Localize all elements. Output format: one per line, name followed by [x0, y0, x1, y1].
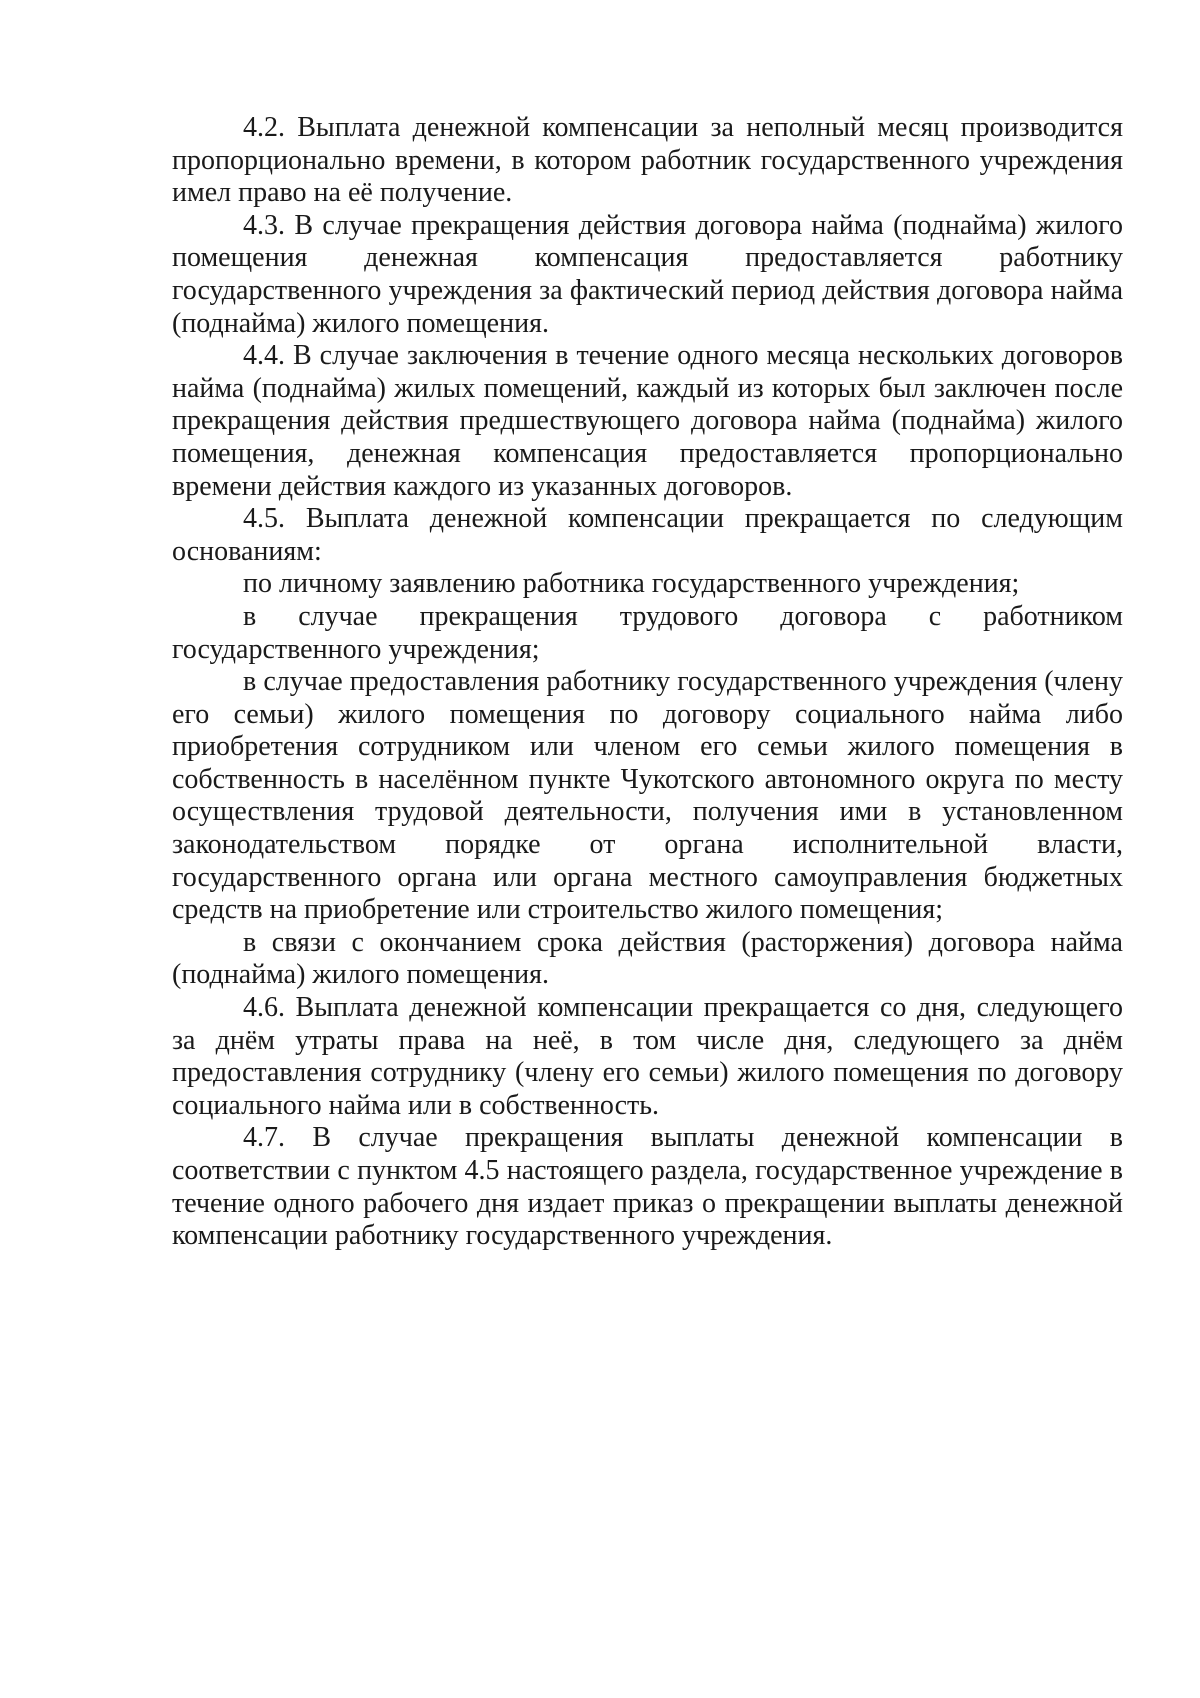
list-item-contract-termination: в случае прекращения трудового договора с работником государственного учреждения;	[172, 600, 1123, 665]
paragraph-4-7: 4.7. В случае прекращения выплаты денежной компенсации в соответствии с пунктом 4.5 настоящего раздела, государственное учреждение в течение одного рабочего дня издает приказ о прекращении выплаты денежной компенсации работнику государственного учреждения.	[172, 1122, 1123, 1252]
document-body	[172, 112, 1123, 1253]
list-item-personal-application: по личному заявлению работника государственного учреждения;	[243, 568, 1020, 600]
paragraph-4-2: 4.2. Выплата денежной компенсации за неполный месяц производится пропорционально времени, в котором работник государственного учреждения имел право на её получение.	[172, 112, 1123, 209]
paragraph-4-5: 4.5. Выплата денежной компенсации прекращается по следующим основаниям:	[172, 503, 1123, 567]
paragraph-4-4: 4.4. В случае заключения в течение одного месяца нескольких договоров найма (поднайма) жилых помещений, каждый из которых был заключен после прекращения действия предшествующего договора найма (поднайма) жилого помещения, денежная компенсация предоставляется пропорционально времени действия каждого из указанных договоров.	[172, 340, 1123, 502]
paragraph-4-3: 4.3. В случае прекращения действия договора найма (поднайма) жилого помещения денежная компенсация предоставляется работнику государственного учреждения за фактический период действия договора найма (поднайма) жилого помещения.	[172, 209, 1123, 339]
list-item-lease-expiry: в связи с окончанием срока действия (расторжения) договора найма (поднайма) жилого помещения.	[172, 926, 1123, 991]
paragraph-4-6: 4.6. Выплата денежной компенсации прекращается со дня, следующего за днём утраты права на неё, в том числе дня, следующего за днём предоставления сотруднику (члену его семьи) жилого помещения по договору социального найма или в собственность.	[172, 992, 1123, 1121]
list-item-housing-provision: в случае предоставления работнику государственного учреждения (члену его семьи) жилого помещения по договору социального найма либо приобретения сотрудником или членом его семьи жилого помещения в собственность в населённом пункте Чукотского автономного округа по месту осуществления трудовой деятельности, получения ими в установленном законодательством порядке от органа исполнительной власти, государственного органа или органа местного самоуправления бюджетных средств на приобретение или строительство жилого помещения;	[172, 666, 1123, 926]
